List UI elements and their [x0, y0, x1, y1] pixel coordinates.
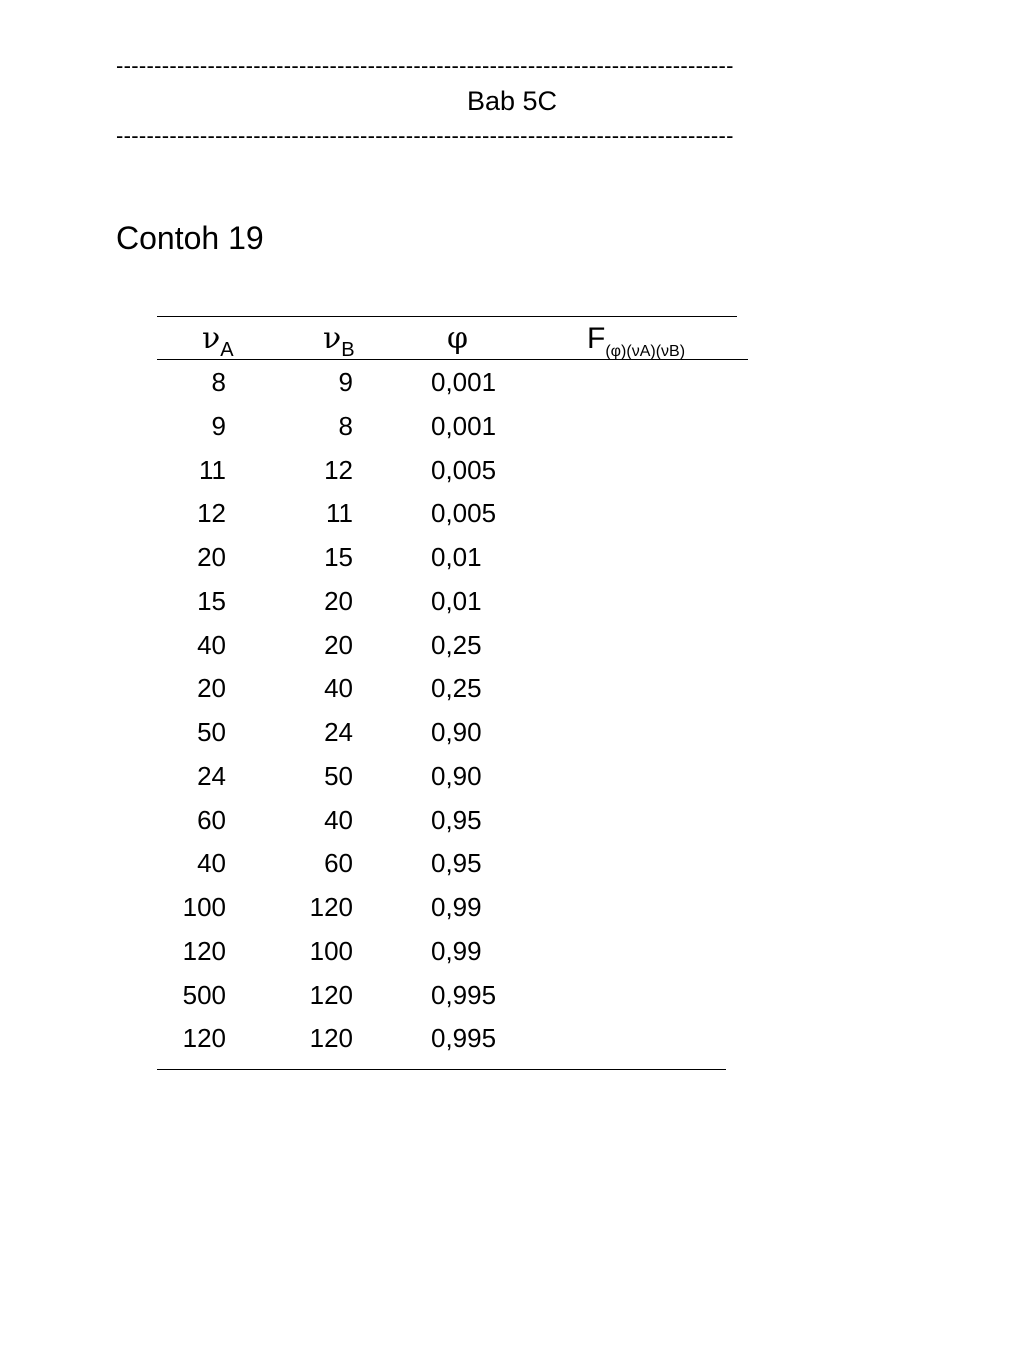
nu-symbol: ν — [202, 321, 221, 356]
cell-vb: 60 — [324, 848, 353, 879]
table-bottom-rule — [157, 1069, 726, 1070]
cell-va: 60 — [197, 804, 226, 835]
table-row — [0, 886, 1024, 930]
cell-va: 120 — [182, 935, 226, 966]
cell-va: 20 — [197, 542, 226, 572]
table-header-rule — [157, 359, 748, 360]
cell-phi: 0,995 — [431, 1023, 497, 1054]
va-subscript: A — [220, 339, 234, 361]
table-row — [0, 974, 1024, 1018]
column-header-f — [587, 322, 686, 360]
cell-va: 8 — [211, 367, 226, 397]
cell-phi: 0,01 — [431, 585, 482, 616]
cell-va: 40 — [197, 629, 226, 660]
cell-vb: 40 — [324, 804, 353, 835]
table-row — [0, 930, 1024, 974]
cell-va: 40 — [197, 848, 226, 879]
cell-va: 15 — [197, 585, 226, 616]
vb-subscript: B — [341, 339, 355, 361]
cell-vb: 120 — [309, 892, 353, 922]
table-top-rule — [157, 316, 737, 317]
table-row — [0, 1017, 1024, 1061]
cell-vb: 20 — [324, 585, 353, 616]
cell-va: 500 — [182, 979, 226, 1010]
cell-phi: 0,95 — [431, 848, 482, 879]
cell-va: 11 — [199, 454, 226, 485]
phi-symbol: φ — [447, 321, 469, 356]
cell-phi: 0,001 — [431, 367, 497, 397]
table-row — [0, 842, 1024, 886]
cell-phi: 0,25 — [431, 673, 482, 704]
table-row — [0, 624, 1024, 668]
column-header-phi — [447, 322, 468, 356]
cell-va: 120 — [182, 1023, 226, 1054]
table-body — [0, 361, 1024, 1061]
cell-va: 9 — [211, 410, 226, 441]
cell-vb: 9 — [338, 367, 353, 397]
cell-vb: 100 — [309, 935, 353, 966]
table-row — [0, 667, 1024, 711]
example-title: Contoh 19 — [116, 220, 264, 256]
nu-symbol: ν — [323, 321, 342, 356]
cell-va: 24 — [197, 760, 226, 791]
cell-vb: 20 — [324, 629, 353, 660]
cell-phi: 0,90 — [431, 760, 482, 791]
column-header-vb — [323, 321, 355, 361]
cell-phi: 0,995 — [431, 979, 497, 1010]
cell-vb: 120 — [309, 979, 353, 1010]
table-row — [0, 711, 1024, 755]
cell-va: 50 — [197, 717, 226, 747]
cell-phi: 0,005 — [431, 498, 497, 529]
cell-phi: 0,95 — [431, 804, 482, 835]
table-row — [0, 449, 1024, 493]
table-row — [0, 799, 1024, 843]
cell-vb: 50 — [324, 760, 353, 791]
f-subscript: (φ)(νA)(νB) — [605, 343, 686, 360]
chapter-title: Bab 5C — [466, 86, 558, 116]
cell-vb: 8 — [338, 410, 353, 441]
cell-phi: 0,01 — [431, 542, 482, 572]
cell-vb: 24 — [324, 717, 353, 747]
cell-phi: 0,99 — [431, 892, 482, 922]
table-row — [0, 536, 1024, 580]
top-dashed-separator: --------------------------------------------------------------------------------- — [116, 54, 734, 78]
table-row — [0, 755, 1024, 799]
cell-phi: 0,99 — [431, 935, 482, 966]
table-row — [0, 580, 1024, 624]
cell-phi: 0,25 — [431, 629, 482, 660]
f-label: F — [587, 322, 606, 355]
cell-va: 20 — [197, 673, 226, 704]
table-row — [0, 492, 1024, 536]
table-row — [0, 405, 1024, 449]
cell-vb: 11 — [326, 498, 353, 529]
cell-vb: 120 — [309, 1023, 353, 1054]
column-header-va — [202, 321, 234, 361]
cell-va: 100 — [182, 892, 226, 922]
cell-vb: 40 — [324, 673, 353, 704]
cell-vb: 12 — [324, 454, 353, 485]
cell-va: 12 — [197, 498, 226, 529]
cell-vb: 15 — [324, 542, 353, 572]
cell-phi: 0,001 — [431, 410, 497, 441]
cell-phi: 0,90 — [431, 717, 482, 747]
table-row — [0, 361, 1024, 405]
bottom-dashed-separator: --------------------------------------------------------------------------------- — [116, 124, 734, 148]
cell-phi: 0,005 — [431, 454, 497, 485]
